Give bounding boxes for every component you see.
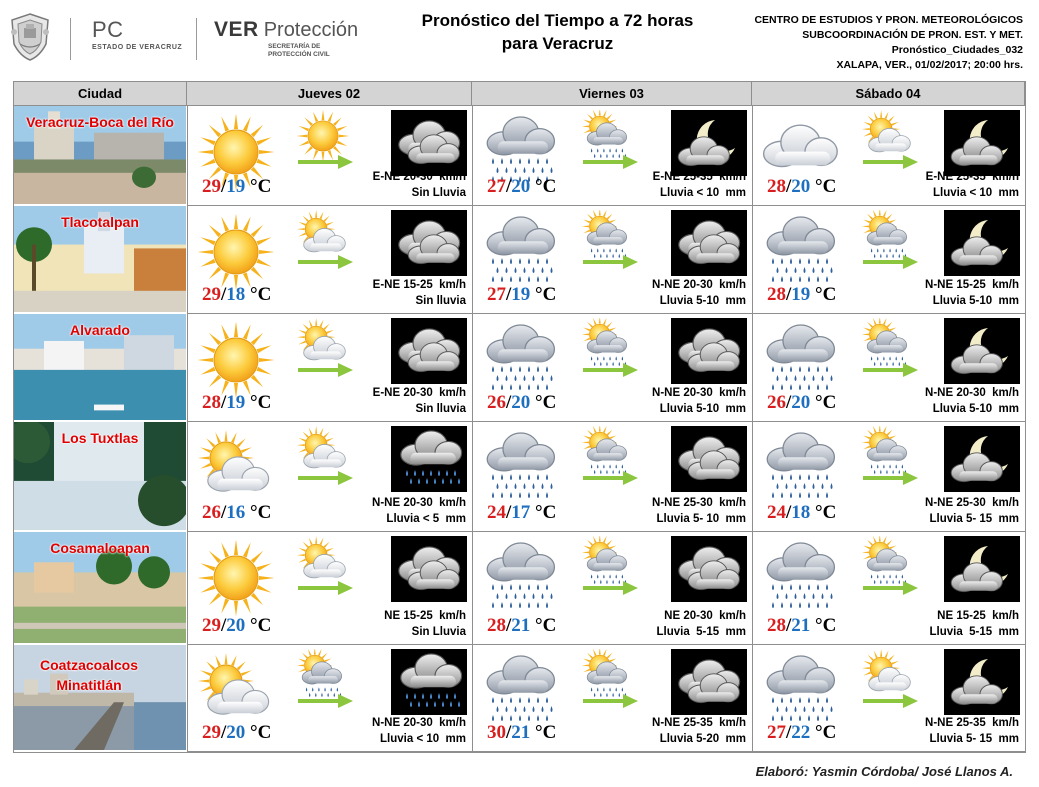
wind-arrow-icon [583, 362, 639, 378]
temperature-separator: / [506, 722, 512, 743]
temperature-min: 20 [226, 615, 246, 636]
day-forecast-cell [187, 532, 472, 645]
temperature-max: 28 [767, 284, 786, 305]
temperature-min: 20 [791, 392, 811, 413]
temperature-range [487, 723, 556, 743]
temperature-max: 26 [767, 392, 786, 413]
rain-cloud-icon [479, 430, 563, 506]
wind-arrow-icon [583, 154, 639, 170]
wind-arrow-icon [298, 693, 354, 709]
night-cloud-icon [671, 318, 747, 384]
wind-forecast: N-NE 25-35 km/h [652, 717, 746, 729]
temperature-range [767, 616, 836, 636]
moon-cloud-icon [944, 649, 1020, 715]
moon-cloud-icon [671, 110, 747, 176]
temperature-unit: °C [810, 722, 837, 743]
rain-forecast: Lluvia 5-10 mm [659, 295, 746, 307]
temperature-max: 29 [202, 722, 221, 743]
temperature-max: 28 [202, 392, 221, 413]
rain-forecast: Lluvia 5- 15 mm [929, 733, 1019, 745]
city-cell [14, 314, 186, 422]
temperature-max: 28 [767, 176, 786, 197]
wind-arrow-icon [298, 580, 354, 596]
wind-arrow-icon [298, 254, 354, 270]
rain-forecast: Lluvia < 5 mm [386, 513, 466, 525]
rain-cloud-icon [479, 322, 563, 398]
temperature-min: 20 [511, 392, 531, 413]
temperature-min: 21 [791, 615, 811, 636]
rain-forecast: Lluvia 5-10 mm [932, 295, 1019, 307]
temperature-range [202, 393, 271, 413]
night-rain-icon [391, 649, 467, 715]
day-forecast-cell [187, 314, 472, 422]
night-cloud-icon [391, 318, 467, 384]
temperature-range [767, 177, 836, 197]
forecast-row [14, 314, 1025, 422]
ver-logo-text: VER [214, 18, 259, 41]
temperature-min: 17 [511, 502, 531, 523]
rain-forecast: Lluvia 5-10 mm [659, 403, 746, 415]
temperature-max: 27 [487, 284, 506, 305]
temperature-unit: °C [530, 284, 557, 305]
wind-arrow-icon [863, 470, 919, 486]
column-header-day: Viernes 03 [472, 82, 752, 106]
temperature-range [767, 393, 836, 413]
temperature-separator: / [786, 284, 792, 305]
day-forecast-cell [752, 314, 1025, 422]
night-cloud-icon [671, 210, 747, 276]
forecast-table [13, 81, 1026, 753]
sun-cloud-icon [194, 430, 278, 506]
temperature-range [487, 393, 556, 413]
column-header-day: Jueves 02 [187, 82, 472, 106]
temperature-min: 19 [226, 392, 246, 413]
temperature-separator: / [786, 615, 792, 636]
wind-forecast: N-NE 15-25 km/h [925, 279, 1019, 291]
night-cloud-icon [671, 426, 747, 492]
city-cell [14, 206, 186, 314]
temperature-unit: °C [245, 392, 272, 413]
state-seal-icon [8, 12, 52, 62]
temperature-max: 26 [202, 502, 221, 523]
temperature-unit: °C [245, 176, 272, 197]
temperature-range [202, 723, 271, 743]
rain-forecast: Sin lluvia [415, 295, 466, 307]
rain-cloud-icon [479, 653, 563, 729]
ver-logo-subtitle: SECRETARÍA DE PROTECCIÓN CIVIL [268, 43, 330, 58]
temperature-unit: °C [810, 392, 837, 413]
temperature-min: 19 [226, 176, 246, 197]
city-cell [14, 422, 186, 532]
issuer-info [754, 13, 1023, 73]
rain-forecast: Lluvia 5- 15 mm [929, 513, 1019, 525]
temperature-unit: °C [810, 502, 837, 523]
rain-forecast: Lluvia < 10 mm [660, 187, 746, 199]
issuer-line: XALAPA, VER., 01/02/2017; 20:00 hrs. [836, 59, 1023, 71]
moon-cloud-icon [944, 536, 1020, 602]
pc-logo [92, 18, 182, 51]
day-forecast-cell [752, 422, 1025, 532]
rain-forecast: Sin Lluvia [411, 187, 466, 199]
day-forecast-cell [187, 206, 472, 314]
rain-cloud-icon [479, 214, 563, 290]
pc-logo-text: PC [92, 17, 124, 42]
wind-forecast: NE 15-25 km/h [937, 610, 1019, 622]
wind-forecast: E-NE 15-25 km/h [372, 279, 466, 291]
wind-forecast: N-NE 20-30 km/h [652, 279, 746, 291]
wind-arrow-icon [583, 693, 639, 709]
temperature-range [487, 285, 556, 305]
city-name: Los Tuxtlas [61, 430, 139, 446]
temperature-separator: / [221, 502, 227, 523]
temperature-unit: °C [530, 392, 557, 413]
temperature-max: 29 [202, 284, 221, 305]
wind-forecast: N-NE 25-35 km/h [925, 717, 1019, 729]
temperature-max: 28 [767, 615, 786, 636]
temperature-separator: / [221, 176, 227, 197]
temperature-min: 19 [791, 284, 811, 305]
sun-icon [194, 322, 278, 398]
temperature-min: 18 [791, 502, 811, 523]
temperature-unit: °C [245, 615, 272, 636]
temperature-unit: °C [810, 284, 837, 305]
header-divider [70, 18, 71, 60]
day-forecast-cell [187, 645, 472, 752]
moon-cloud-icon [944, 210, 1020, 276]
rain-cloud-icon [759, 322, 843, 398]
temperature-max: 30 [487, 722, 506, 743]
wind-forecast: N-NE 25-30 km/h [925, 497, 1019, 509]
temperature-separator: / [506, 176, 512, 197]
temperature-min: 21 [511, 615, 531, 636]
temperature-separator: / [506, 502, 512, 523]
moon-cloud-icon [944, 426, 1020, 492]
issuer-line: SUBCOORDINACIÓN DE PRON. EST. Y MET. [802, 29, 1023, 41]
wind-forecast: E-NE 25-35 km/h [925, 171, 1019, 183]
page-title [400, 9, 715, 55]
temperature-min: 20 [791, 176, 811, 197]
temperature-range [487, 177, 556, 197]
temperature-separator: / [786, 722, 792, 743]
wind-arrow-icon [863, 580, 919, 596]
rain-forecast: Sin Lluvia [411, 626, 466, 638]
wind-forecast: N-NE 25-30 km/h [652, 497, 746, 509]
day-forecast-cell [752, 106, 1025, 206]
temperature-separator: / [786, 392, 792, 413]
day-forecast-cell [752, 645, 1025, 752]
temperature-max: 24 [767, 502, 786, 523]
temperature-min: 22 [791, 722, 811, 743]
temperature-max: 28 [487, 615, 506, 636]
day-forecast-cell [187, 106, 472, 206]
temperature-range [767, 503, 836, 523]
wind-arrow-icon [863, 693, 919, 709]
night-cloud-icon [671, 536, 747, 602]
sun-icon [194, 540, 278, 616]
night-cloud-icon [391, 110, 467, 176]
temperature-separator: / [221, 284, 227, 305]
day-forecast-cell [472, 206, 752, 314]
sun-icon [194, 214, 278, 290]
moon-cloud-icon [944, 110, 1020, 176]
city-cell [14, 106, 186, 206]
forecast-row [14, 645, 1025, 752]
rain-forecast: Sin lluvia [415, 403, 466, 415]
column-header-day: Sábado 04 [752, 82, 1025, 106]
ver-proteccion-logo [214, 18, 359, 58]
city-name: Tlacotalpan [61, 214, 139, 230]
title-line-1: Pronóstico del Tiempo a 72 horas [421, 11, 694, 30]
city-name: Coatzacoalcos Minatitlán [39, 657, 139, 693]
temperature-range [202, 503, 271, 523]
temperature-max: 26 [487, 392, 506, 413]
temperature-separator: / [506, 392, 512, 413]
temperature-unit: °C [530, 615, 557, 636]
wind-arrow-icon [298, 154, 354, 170]
temperature-unit: °C [810, 615, 837, 636]
header-divider [196, 18, 197, 60]
author-credit: Elaboró: Yasmin Córdoba/ José Llanos A. [755, 764, 1013, 779]
temperature-unit: °C [245, 284, 272, 305]
night-rain-icon [391, 426, 467, 492]
wind-arrow-icon [863, 154, 919, 170]
forecast-row [14, 206, 1025, 314]
temperature-min: 19 [511, 284, 531, 305]
proteccion-logo-text: Protección [263, 19, 359, 41]
wind-arrow-icon [298, 362, 354, 378]
temperature-separator: / [506, 284, 512, 305]
issuer-line: Pronóstico_Ciudades_032 [891, 44, 1023, 56]
rain-forecast: Lluvia < 10 mm [933, 187, 1019, 199]
wind-forecast: N-NE 20-30 km/h [372, 497, 466, 509]
rain-forecast: Lluvia 5-20 mm [659, 733, 746, 745]
temperature-min: 20 [511, 176, 531, 197]
wind-forecast: NE 20-30 km/h [664, 610, 746, 622]
wind-arrow-icon [298, 470, 354, 486]
temperature-unit: °C [530, 176, 557, 197]
temperature-separator: / [221, 392, 227, 413]
temperature-max: 24 [487, 502, 506, 523]
issuer-line: CENTRO DE ESTUDIOS Y PRON. METEOROLÓGICOS [754, 14, 1023, 26]
day-forecast-cell [472, 106, 752, 206]
temperature-unit: °C [810, 176, 837, 197]
sun-cloud-icon [194, 653, 278, 729]
rain-cloud-icon [759, 540, 843, 616]
temperature-separator: / [506, 615, 512, 636]
day-forecast-cell [472, 422, 752, 532]
table-header-row [14, 82, 1025, 106]
rain-cloud-icon [759, 653, 843, 729]
temperature-range [202, 177, 271, 197]
wind-forecast: E-NE 25-35 km/h [652, 171, 746, 183]
city-cell [14, 532, 186, 645]
rain-forecast: Lluvia 5-15 mm [656, 626, 746, 638]
wind-forecast: N-NE 20-30 km/h [925, 387, 1019, 399]
wind-arrow-icon [583, 254, 639, 270]
temperature-range [202, 616, 271, 636]
city-name: Cosamaloapan [50, 540, 150, 556]
wind-forecast: N-NE 20-30 km/h [652, 387, 746, 399]
moon-cloud-icon [944, 318, 1020, 384]
rain-cloud-icon [479, 540, 563, 616]
temperature-min: 21 [511, 722, 531, 743]
night-cloud-icon [391, 536, 467, 602]
temperature-separator: / [221, 722, 227, 743]
rain-forecast: Lluvia 5-15 mm [929, 626, 1019, 638]
temperature-unit: °C [245, 502, 272, 523]
city-name: Veracruz-Boca del Río [26, 114, 174, 130]
temperature-separator: / [786, 176, 792, 197]
page-header [0, 0, 1039, 80]
rain-forecast: Lluvia 5- 10 mm [656, 513, 746, 525]
temperature-max: 27 [767, 722, 786, 743]
wind-arrow-icon [583, 580, 639, 596]
day-forecast-cell [752, 206, 1025, 314]
rain-cloud-icon [759, 430, 843, 506]
day-forecast-cell [472, 645, 752, 752]
city-cell [14, 645, 186, 752]
temperature-range [767, 723, 836, 743]
city-name: Alvarado [70, 322, 130, 338]
wind-arrow-icon [863, 254, 919, 270]
temperature-range [202, 285, 271, 305]
wind-arrow-icon [583, 470, 639, 486]
wind-forecast: E-NE 20-30 km/h [372, 171, 466, 183]
temperature-range [487, 616, 556, 636]
wind-forecast: E-NE 20-30 km/h [372, 387, 466, 399]
rain-forecast: Lluvia 5-10 mm [932, 403, 1019, 415]
day-forecast-cell [187, 422, 472, 532]
temperature-min: 18 [226, 284, 246, 305]
title-line-2: para Veracruz [501, 34, 614, 53]
wind-forecast: N-NE 20-30 km/h [372, 717, 466, 729]
night-cloud-icon [391, 210, 467, 276]
temperature-min: 16 [226, 502, 246, 523]
temperature-unit: °C [530, 502, 557, 523]
forecast-row [14, 532, 1025, 645]
forecast-row [14, 106, 1025, 206]
temperature-unit: °C [245, 722, 272, 743]
temperature-max: 27 [487, 176, 506, 197]
temperature-separator: / [221, 615, 227, 636]
forecast-row [14, 422, 1025, 532]
night-cloud-icon [671, 649, 747, 715]
temperature-range [767, 285, 836, 305]
rain-forecast: Lluvia < 10 mm [380, 733, 466, 745]
temperature-min: 20 [226, 722, 246, 743]
temperature-range [487, 503, 556, 523]
rain-cloud-icon [759, 214, 843, 290]
day-forecast-cell [752, 532, 1025, 645]
wind-forecast: NE 15-25 km/h [384, 610, 466, 622]
temperature-unit: °C [530, 722, 557, 743]
temperature-max: 29 [202, 615, 221, 636]
day-forecast-cell [472, 314, 752, 422]
wind-arrow-icon [863, 362, 919, 378]
column-header-city: Ciudad [14, 82, 187, 106]
temperature-separator: / [786, 502, 792, 523]
pc-logo-subtitle: ESTADO DE VERACRUZ [92, 44, 183, 51]
temperature-max: 29 [202, 176, 221, 197]
day-forecast-cell [472, 532, 752, 645]
